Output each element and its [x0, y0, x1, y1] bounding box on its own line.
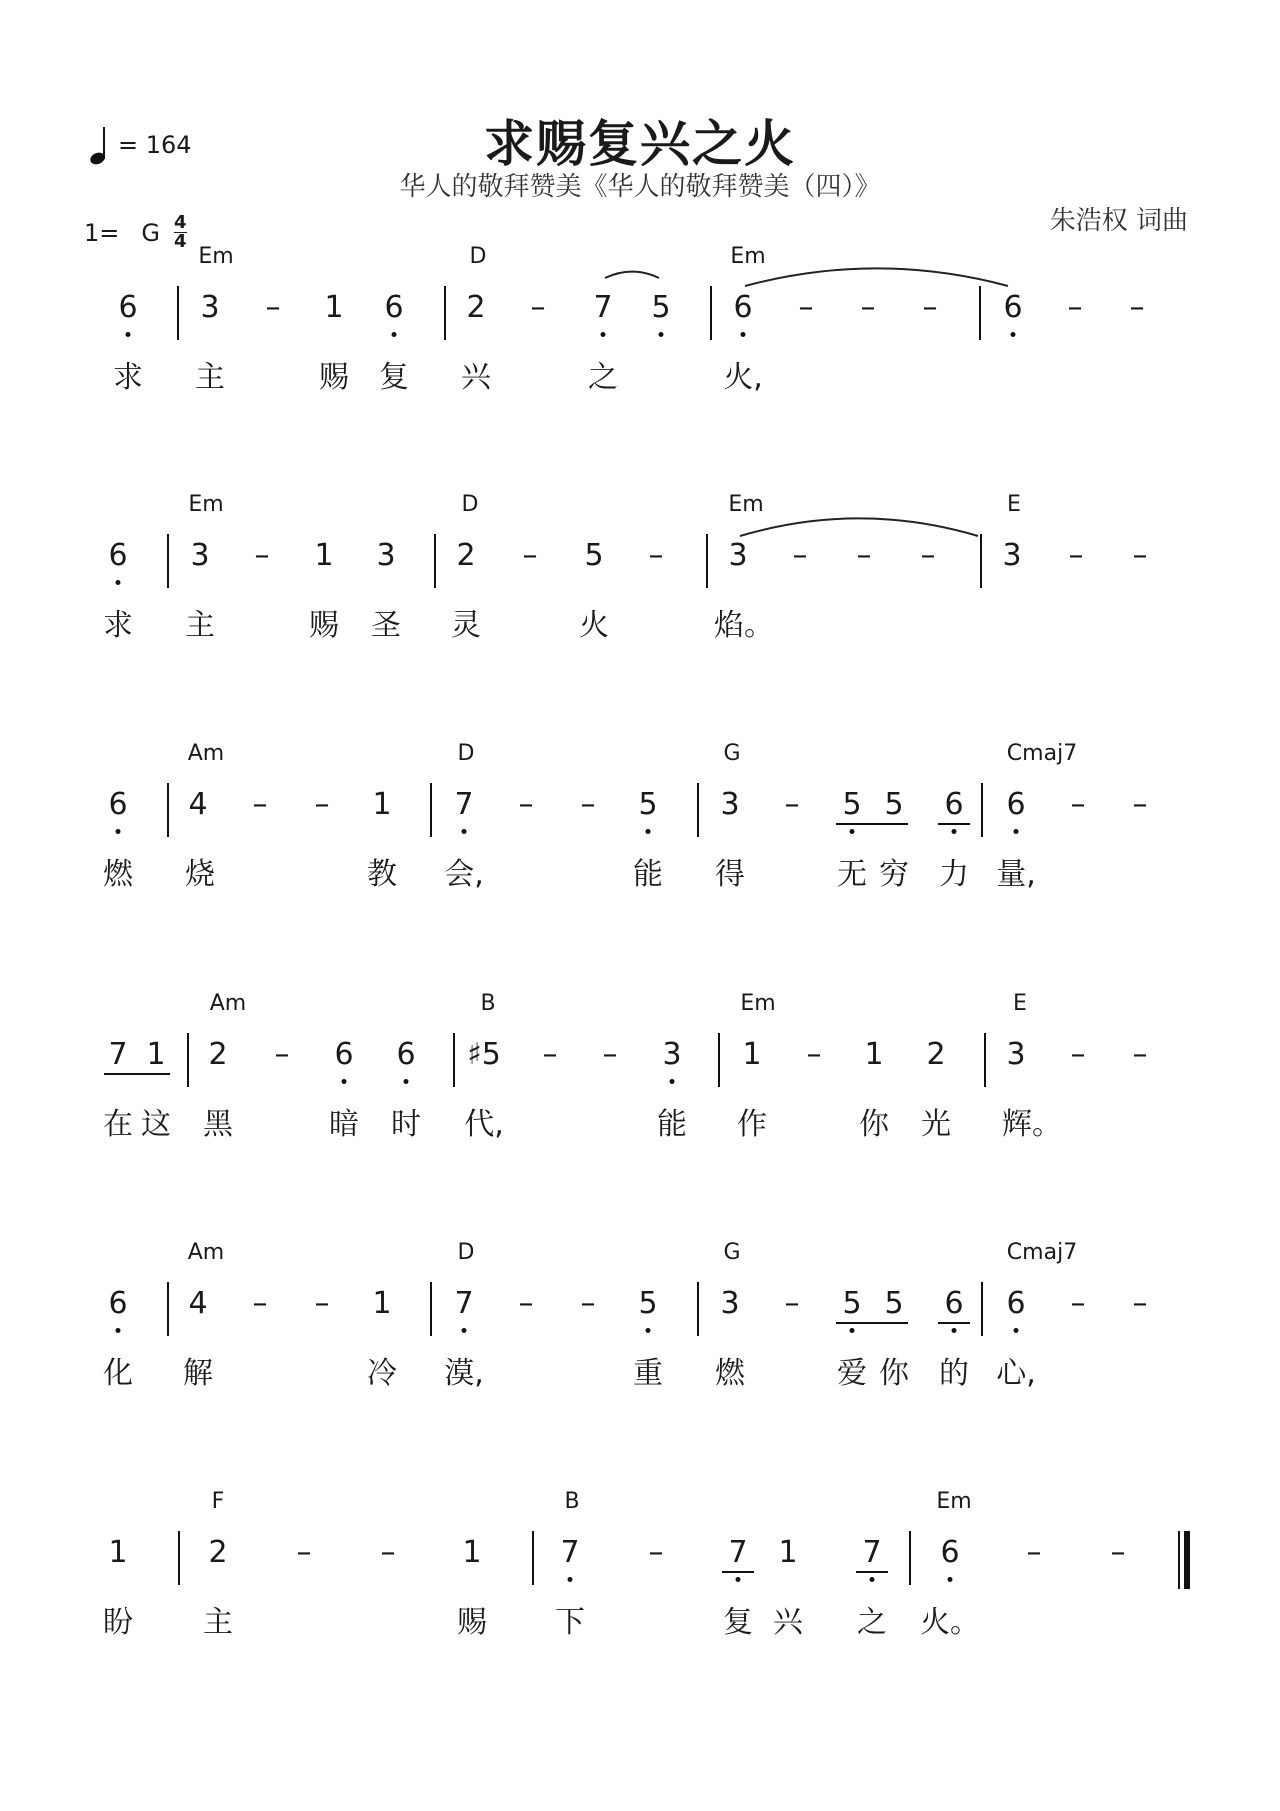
lyric-char: 漠,	[444, 1356, 484, 1391]
jianpu-note: 7	[454, 1286, 474, 1321]
jianpu-note: 6	[396, 1037, 416, 1072]
lyric-char: 力	[939, 857, 969, 892]
sustain-dash: –	[1070, 787, 1086, 822]
sustain-dash: –	[296, 1535, 312, 1570]
sustain-dash: –	[798, 290, 814, 325]
lyric-char: 穷	[879, 857, 909, 892]
jianpu-note: 1	[462, 1535, 482, 1570]
tempo-value: = 164	[118, 131, 192, 159]
sustain-dash: –	[1067, 290, 1083, 325]
jianpu-note: 4	[188, 787, 208, 822]
lyric-char: 教	[367, 857, 397, 892]
song-subtitle: 华人的敬拜赞美《华人的敬拜赞美（四）》	[399, 172, 881, 202]
bar-line	[697, 783, 699, 837]
sustain-dash: –	[920, 538, 936, 573]
sustain-dash: –	[522, 538, 538, 573]
lyric-char: 这	[141, 1107, 171, 1142]
bar-line	[980, 534, 982, 588]
sustain-dash: –	[806, 1037, 822, 1072]
chord-symbol: Am	[187, 741, 225, 766]
jianpu-note: 3	[1006, 1037, 1026, 1072]
octave-dot-below	[601, 332, 606, 337]
jianpu-note: 1	[778, 1535, 798, 1570]
chord-symbol: B	[480, 991, 496, 1016]
jianpu-note: 6	[1003, 290, 1023, 325]
sustain-dash: –	[1132, 787, 1148, 822]
sustain-dash: –	[1110, 1535, 1126, 1570]
octave-dot-below	[1011, 332, 1016, 337]
chord-symbol: D	[457, 1240, 475, 1265]
bar-line	[697, 1282, 699, 1336]
chord-symbol: Em	[740, 991, 776, 1016]
jianpu-note: 5	[842, 1286, 862, 1321]
final-bar-thin	[1178, 1531, 1180, 1589]
lyric-char: 燃	[715, 1356, 745, 1391]
lyric-char: 的	[939, 1356, 969, 1391]
lyric-char: 燃	[103, 857, 133, 892]
sustain-dash: –	[265, 290, 281, 325]
lyric-char: 赐	[309, 608, 339, 643]
jianpu-note: 2	[926, 1037, 946, 1072]
lyric-char: 爱	[837, 1356, 867, 1391]
octave-dot-below	[952, 829, 957, 834]
jianpu-note: 1	[146, 1037, 166, 1072]
lyric-char: 化	[103, 1356, 133, 1391]
song-author: 朱浩权 词曲	[1049, 206, 1188, 236]
bar-line	[444, 286, 446, 340]
bar-line	[167, 1282, 169, 1336]
octave-dot-below	[126, 332, 131, 337]
jianpu-note: 6	[108, 787, 128, 822]
jianpu-note: 7	[728, 1535, 748, 1570]
chord-symbol: Am	[187, 1240, 225, 1265]
sustain-dash: –	[314, 787, 330, 822]
octave-dot-below	[736, 1577, 741, 1582]
jianpu-note: 5	[884, 1286, 904, 1321]
lyric-char: 火	[579, 608, 609, 643]
octave-dot-below	[116, 829, 121, 834]
beam-underline	[938, 1322, 970, 1324]
lyric-char: 重	[633, 1356, 663, 1391]
chord-symbol: Cmaj7	[1006, 741, 1078, 766]
sustain-dash: –	[602, 1037, 618, 1072]
bar-line	[981, 783, 983, 837]
beam-underline	[938, 823, 970, 825]
jianpu-note: 1	[108, 1535, 128, 1570]
lyric-char: 灵	[451, 608, 481, 643]
beam-underline	[722, 1571, 754, 1573]
sustain-dash: –	[784, 787, 800, 822]
bar-line	[981, 1282, 983, 1336]
slur-arc	[603, 270, 661, 282]
bar-line	[710, 286, 712, 340]
jianpu-note: 5	[638, 787, 658, 822]
octave-dot-below	[659, 332, 664, 337]
lyric-char: 在	[103, 1107, 133, 1142]
sustain-dash: –	[380, 1535, 396, 1570]
beam-underline	[856, 1571, 888, 1573]
sustain-dash: –	[784, 1286, 800, 1321]
lyric-char: 代,	[464, 1107, 504, 1142]
jianpu-note: 5	[638, 1286, 658, 1321]
octave-dot-below	[342, 1079, 347, 1084]
lyric-char: 下	[555, 1605, 585, 1640]
chord-symbol: Am	[209, 991, 247, 1016]
jianpu-note: 6	[1006, 1286, 1026, 1321]
beam-underline	[836, 823, 908, 825]
sustain-dash: –	[922, 290, 938, 325]
bar-line	[434, 534, 436, 588]
bar-line	[984, 1033, 986, 1087]
chord-symbol: Em	[936, 1489, 972, 1514]
sustain-dash: –	[542, 1037, 558, 1072]
chord-symbol: D	[469, 244, 487, 269]
jianpu-note: 3	[1002, 538, 1022, 573]
bar-line	[909, 1531, 911, 1585]
sustain-dash: –	[1026, 1535, 1042, 1570]
lyric-char: 兴	[461, 360, 491, 395]
jianpu-note: 7	[593, 290, 613, 325]
lyric-char: 能	[657, 1107, 687, 1142]
bar-line	[718, 1033, 720, 1087]
slur-arc	[743, 264, 1010, 290]
sustain-dash: –	[580, 787, 596, 822]
jianpu-note: 6	[733, 290, 753, 325]
jianpu-note: 3	[720, 1286, 740, 1321]
bar-line	[178, 1531, 180, 1585]
jianpu-note: 6	[940, 1535, 960, 1570]
song-title: 求赐复兴之火	[484, 115, 796, 173]
jianpu-note: 5	[884, 787, 904, 822]
lyric-char: 兴	[773, 1605, 803, 1640]
octave-dot-below	[850, 829, 855, 834]
jianpu-note: 3	[728, 538, 748, 573]
jianpu-note: 7	[560, 1535, 580, 1570]
lyric-char: 主	[203, 1605, 233, 1640]
lyric-char: 焰。	[714, 608, 774, 643]
jianpu-note: 7	[108, 1037, 128, 1072]
lyric-char: 解	[183, 1356, 213, 1391]
lyric-char: 复	[379, 360, 409, 395]
lyric-char: 圣	[371, 608, 401, 643]
time-sig-bottom: 4	[174, 231, 187, 252]
sustain-dash: –	[860, 290, 876, 325]
sustain-dash: –	[648, 538, 664, 573]
chord-symbol: D	[457, 741, 475, 766]
jianpu-note: 1	[324, 290, 344, 325]
octave-dot-below	[1014, 1328, 1019, 1333]
bar-line	[532, 1531, 534, 1585]
final-bar-thick	[1184, 1531, 1190, 1589]
sustain-dash: –	[254, 538, 270, 573]
bar-line	[979, 286, 981, 340]
beam-underline	[104, 1073, 170, 1075]
bar-line	[430, 1282, 432, 1336]
lyric-char: 会,	[444, 857, 484, 892]
lyric-char: 求	[113, 360, 143, 395]
slur-arc	[738, 514, 980, 540]
key-label: 1=	[84, 218, 120, 247]
sustain-dash: –	[518, 787, 534, 822]
lyric-char: 主	[185, 608, 215, 643]
sustain-dash: –	[530, 290, 546, 325]
lyric-char: 无	[837, 857, 867, 892]
jianpu-note: 1	[864, 1037, 884, 1072]
time-sig-top: 4	[174, 212, 187, 233]
bar-line	[167, 534, 169, 588]
lyric-char: 你	[879, 1356, 909, 1391]
jianpu-note: 6	[384, 290, 404, 325]
sustain-dash: –	[1132, 1286, 1148, 1321]
jianpu-note: 6	[118, 290, 138, 325]
sustain-dash: –	[252, 787, 268, 822]
chord-symbol: E	[1007, 492, 1021, 517]
jianpu-note: 6	[108, 538, 128, 573]
jianpu-note: 6	[108, 1286, 128, 1321]
lyric-char: 辉。	[1002, 1107, 1062, 1142]
sustain-dash: –	[1132, 538, 1148, 573]
bar-line	[453, 1033, 455, 1087]
jianpu-note: 3	[376, 538, 396, 573]
key-name: G	[141, 218, 160, 247]
lyric-char: 能	[633, 857, 663, 892]
bar-line	[187, 1033, 189, 1087]
lyric-char: 心,	[996, 1356, 1036, 1391]
lyric-char: 主	[195, 360, 225, 395]
jianpu-note: 2	[456, 538, 476, 573]
lyric-char: 黑	[203, 1107, 233, 1142]
jianpu-note: 5	[584, 538, 604, 573]
jianpu-note: 1	[314, 538, 334, 573]
sustain-dash: –	[1129, 290, 1145, 325]
lyric-char: 火。	[920, 1605, 980, 1640]
chord-symbol: B	[564, 1489, 580, 1514]
lyric-char: 盼	[103, 1605, 133, 1640]
lyric-char: 暗	[329, 1107, 359, 1142]
chord-symbol: G	[723, 741, 741, 766]
jianpu-note: 6	[1006, 787, 1026, 822]
lyric-char: 光	[921, 1107, 951, 1142]
jianpu-note: 6	[944, 1286, 964, 1321]
chord-symbol: D	[461, 492, 479, 517]
lyric-char: 赐	[457, 1605, 487, 1640]
sustain-dash: –	[648, 1535, 664, 1570]
chord-symbol: F	[211, 1489, 225, 1514]
octave-dot-below	[948, 1577, 953, 1582]
sustain-dash: –	[518, 1286, 534, 1321]
sustain-dash: –	[580, 1286, 596, 1321]
jianpu-note: 2	[208, 1037, 228, 1072]
jianpu-note: 1	[742, 1037, 762, 1072]
chord-symbol: Em	[188, 492, 224, 517]
sustain-dash: –	[856, 538, 872, 573]
lyric-char: 赐	[319, 360, 349, 395]
octave-dot-below	[116, 1328, 121, 1333]
jianpu-note: 3	[720, 787, 740, 822]
sustain-dash: –	[1132, 1037, 1148, 1072]
octave-dot-below	[870, 1577, 875, 1582]
jianpu-note: 3	[662, 1037, 682, 1072]
jianpu-note: 4	[188, 1286, 208, 1321]
lyric-char: 冷	[367, 1356, 397, 1391]
jianpu-note: 2	[466, 290, 486, 325]
octave-dot-below	[741, 332, 746, 337]
chord-symbol: Cmaj7	[1006, 1240, 1078, 1265]
octave-dot-below	[646, 829, 651, 834]
jianpu-note: 3	[190, 538, 210, 573]
chord-symbol: Em	[198, 244, 234, 269]
jianpu-note: 5	[842, 787, 862, 822]
sustain-dash: –	[1068, 538, 1084, 573]
bar-line	[706, 534, 708, 588]
bar-line	[167, 783, 169, 837]
octave-dot-below	[404, 1079, 409, 1084]
lyric-char: 求	[103, 608, 133, 643]
lyric-char: 得	[715, 857, 745, 892]
jianpu-note: 3	[200, 290, 220, 325]
lyric-char: 量,	[996, 857, 1036, 892]
jianpu-note: ♯5	[467, 1037, 501, 1072]
octave-dot-below	[952, 1328, 957, 1333]
octave-dot-below	[646, 1328, 651, 1333]
bar-line	[430, 783, 432, 837]
octave-dot-below	[670, 1079, 675, 1084]
chord-symbol: Em	[730, 244, 766, 269]
octave-dot-below	[116, 580, 121, 585]
lyric-char: 之	[857, 1605, 887, 1640]
lyric-char: 火,	[723, 360, 763, 395]
sustain-dash: –	[792, 538, 808, 573]
sustain-dash: –	[1070, 1037, 1086, 1072]
chord-symbol: Em	[728, 492, 764, 517]
lyric-char: 烧	[185, 857, 215, 892]
beam-underline	[836, 1322, 908, 1324]
lyric-char: 之	[588, 360, 618, 395]
jianpu-note: 5	[651, 290, 671, 325]
lyric-char: 你	[859, 1107, 889, 1142]
jianpu-note: 6	[944, 787, 964, 822]
octave-dot-below	[1014, 829, 1019, 834]
jianpu-note: 7	[862, 1535, 882, 1570]
octave-dot-below	[462, 829, 467, 834]
chord-symbol: E	[1013, 991, 1027, 1016]
jianpu-note: 1	[372, 1286, 392, 1321]
sustain-dash: –	[274, 1037, 290, 1072]
lyric-char: 复	[723, 1605, 753, 1640]
sustain-dash: –	[1070, 1286, 1086, 1321]
chord-symbol: G	[723, 1240, 741, 1265]
sustain-dash: –	[252, 1286, 268, 1321]
jianpu-note: 6	[334, 1037, 354, 1072]
octave-dot-below	[850, 1328, 855, 1333]
jianpu-note: 7	[454, 787, 474, 822]
jianpu-note: 2	[208, 1535, 228, 1570]
jianpu-note: 1	[372, 787, 392, 822]
octave-dot-below	[392, 332, 397, 337]
sustain-dash: –	[314, 1286, 330, 1321]
octave-dot-below	[462, 1328, 467, 1333]
lyric-char: 作	[737, 1107, 767, 1142]
bar-line	[177, 286, 179, 340]
octave-dot-below	[568, 1577, 573, 1582]
lyric-char: 时	[391, 1107, 421, 1142]
